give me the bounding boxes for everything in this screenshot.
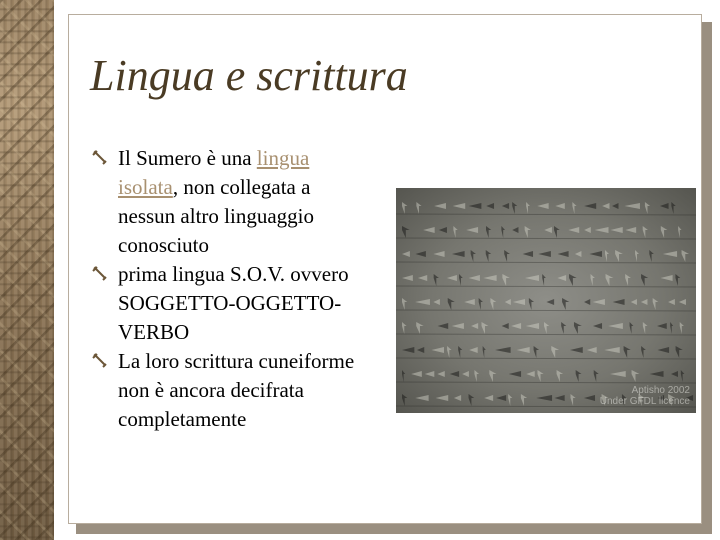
cuneiform-wedge (569, 274, 577, 286)
cuneiform-wedge (501, 226, 505, 238)
cuneiform-wedge (496, 395, 506, 401)
cuneiform-wedge (502, 274, 509, 286)
cuneiform-wedge (459, 274, 463, 286)
cuneiform-wedge (668, 299, 675, 305)
cuneiform-wedge (411, 371, 422, 377)
cuneiform-wedge (402, 298, 407, 310)
cuneiform-wedge (584, 227, 591, 233)
cuneiform-wedge (561, 322, 566, 334)
image-watermark (600, 385, 690, 407)
bullet-item (92, 144, 364, 260)
cuneiform-wedge (431, 347, 444, 353)
bullet-item (92, 347, 364, 434)
cuneiform-wedge (474, 370, 479, 382)
cuneiform-tablet-image (396, 188, 696, 413)
cuneiform-wedge (631, 299, 637, 305)
cuneiform-wedge (402, 275, 413, 281)
cuneiform-wedge (482, 322, 489, 334)
cuneiform-wedge (610, 371, 626, 377)
cuneiform-wedge (661, 226, 668, 238)
cuneiform-wedge (462, 371, 469, 377)
bullet-list (92, 144, 364, 434)
cuneiform-wedge (536, 395, 552, 401)
bullet-text-end: , non collegata a nessun altro linguaggio conosciuto (118, 175, 314, 257)
cuneiform-wedge (415, 395, 428, 401)
cuneiform-wedge (538, 251, 551, 257)
cuneiform-wedge (645, 202, 650, 214)
cuneiform-wedge (416, 202, 421, 214)
cuneiform-wedge (471, 323, 478, 329)
cuneiform-wedge (682, 250, 689, 262)
cuneiform-wedge (469, 347, 478, 353)
cuneiform-wedge (448, 298, 455, 310)
cuneiform-wedge (512, 202, 517, 214)
cuneiform-wedge (650, 371, 664, 377)
cuneiform-wedge (544, 227, 552, 233)
cuneiform-wedge (554, 226, 560, 238)
cuneiform-wedge (526, 323, 539, 329)
cuneiform-wedge (562, 298, 569, 310)
cuneiform-wedge (434, 203, 446, 209)
cuneiform-wedge (624, 203, 640, 209)
cuneiform-wedge (486, 226, 491, 238)
cuneiform-wedge (591, 274, 595, 286)
cuneiform-wedge (458, 346, 462, 358)
cuneiform-wedge (452, 251, 465, 257)
cuneiform-wedge (439, 227, 447, 233)
lingua-isolata-link[interactable]: lingua isolata (118, 146, 310, 199)
cuneiform-wedge (508, 394, 512, 406)
cuneiform-wedge (557, 370, 564, 382)
cuneiform-wedge (483, 346, 486, 358)
cuneiform-wedge (437, 371, 444, 377)
cuneiform-wedge (594, 370, 599, 382)
cuneiform-wedge (576, 370, 582, 382)
cuneiform-wedge (676, 346, 683, 358)
cuneiform-wedge (593, 323, 602, 329)
cuneiform-wedge (534, 346, 540, 358)
tablet-line (396, 358, 696, 359)
cuneiform-wedge (525, 226, 531, 238)
cuneiform-wedge (433, 299, 440, 305)
bullet-item (92, 260, 364, 347)
bullet-text: prima lingua S.O.V. ovvero SOGGETTO-OGGETTO-VERBO (118, 262, 349, 344)
cuneiform-wedge (546, 299, 554, 305)
cuneiform-wedge (679, 299, 686, 305)
cuneiform-wedge (572, 202, 576, 214)
cuneiform-wedge (513, 299, 525, 305)
cuneiform-wedge (502, 203, 509, 209)
cuneiform-wedge (453, 226, 457, 238)
cuneiform-wedge (570, 347, 583, 353)
cuneiform-wedge (512, 227, 518, 233)
cuneiform-wedge (571, 394, 576, 406)
cuneiform-wedge (635, 250, 639, 262)
cuneiform-wedge (526, 202, 530, 214)
cuneiform-wedge (595, 227, 609, 233)
tablet-line (396, 334, 696, 335)
cuneiform-wedge (587, 347, 597, 353)
cuneiform-wedge (537, 370, 543, 382)
cuneiform-wedge (447, 275, 457, 281)
cuneiform-wedge (663, 251, 677, 257)
cuneiform-wedge (454, 395, 461, 401)
cuneiform-wedge (641, 299, 648, 305)
watermark-line-1: Aptisho 2002 (631, 385, 690, 396)
cuneiform-wedge (657, 323, 667, 329)
cuneiform-wedge (523, 251, 533, 257)
cuneiform-wedge (438, 323, 449, 329)
cuneiform-wedge (511, 323, 521, 329)
watermark-line-2: Under GFDL licence (599, 396, 690, 407)
cuneiform-wedge (632, 370, 640, 382)
tablet-line (396, 310, 696, 311)
cuneiform-wedge (486, 203, 494, 209)
cuneiform-wedge (402, 202, 407, 214)
pickaxe-bullet-icon (92, 353, 108, 369)
cuneiform-wedge (604, 347, 619, 353)
bullet-text: La loro scrittura cuneiforme non è ancora decifrata completamente (118, 349, 355, 431)
cuneiform-wedge (554, 395, 564, 401)
cuneiform-wedge (453, 203, 466, 209)
cuneiform-wedge (605, 250, 609, 262)
cuneiform-wedge (537, 203, 548, 209)
cuneiform-wedge (525, 275, 539, 281)
cuneiform-wedge (584, 395, 595, 401)
cuneiform-wedge (681, 370, 685, 382)
cuneiform-wedge (452, 323, 464, 329)
cuneiform-wedge (436, 395, 449, 401)
cuneiform-wedge (671, 202, 675, 214)
tablet-line (396, 238, 696, 239)
cuneiform-wedge (469, 203, 482, 209)
cuneiform-wedge (589, 251, 602, 257)
cuneiform-wedge (649, 250, 654, 262)
cuneiform-wedge (574, 322, 582, 334)
cuneiform-wedge (544, 322, 549, 334)
cuneiform-wedge (593, 299, 605, 305)
pickaxe-bullet-icon (92, 150, 108, 166)
tablet-line (396, 382, 696, 383)
pickaxe-bullet-icon (92, 266, 108, 282)
cuneiform-wedge (484, 395, 493, 401)
cuneiform-wedge (517, 347, 530, 353)
cuneiform-wedge (489, 370, 496, 382)
cuneiform-wedge (641, 346, 646, 358)
cuneiform-wedge (402, 347, 414, 353)
cuneiform-wedge (657, 347, 669, 353)
cuneiform-wedge (402, 251, 410, 257)
cuneiform-wedge (612, 203, 618, 209)
cuneiform-wedge (660, 203, 669, 209)
cuneiform-wedge (680, 322, 684, 334)
cuneiform-wedge (557, 275, 566, 281)
cuneiform-wedge (575, 251, 582, 257)
cuneiform-wedge (402, 370, 405, 382)
cuneiform-wedge (584, 203, 596, 209)
cuneiform-wedge (509, 371, 521, 377)
cuneiform-wedge (625, 274, 631, 286)
cuneiform-wedge (529, 298, 534, 310)
cuneiform-wedge (495, 347, 510, 353)
cuneiform-wedge (615, 250, 623, 262)
cuneiform-wedge (504, 250, 510, 262)
cuneiform-wedge (641, 274, 648, 286)
cuneiform-wedge (602, 203, 609, 209)
cuneiform-wedge (502, 323, 509, 329)
cuneiform-wedge (490, 298, 496, 310)
cuneiform-wedge (416, 322, 423, 334)
cuneiform-wedge (486, 250, 491, 262)
tablet-line (396, 214, 696, 215)
cuneiform-wedge (483, 275, 496, 281)
cuneiform-marks (396, 188, 696, 413)
cuneiform-wedge (402, 322, 407, 334)
cuneiform-wedge (479, 298, 483, 310)
tablet-line (396, 262, 696, 263)
cuneiform-wedge (526, 371, 534, 377)
cuneiform-wedge (675, 274, 680, 286)
cuneiform-wedge (542, 274, 546, 286)
cuneiform-wedge (625, 227, 636, 233)
cuneiform-wedge (415, 251, 425, 257)
cuneiform-wedge (643, 322, 648, 334)
cuneiform-wedge (558, 251, 569, 257)
cuneiform-wedge (450, 371, 459, 377)
cuneiform-wedge (471, 250, 476, 262)
cuneiform-wedge (613, 299, 625, 305)
cuneiform-wedge (630, 322, 634, 334)
tablet-line (396, 286, 696, 287)
cuneiform-wedge (608, 323, 623, 329)
cuneiform-wedge (551, 346, 559, 358)
cuneiform-wedge (653, 298, 659, 310)
cuneiform-wedge (464, 299, 475, 305)
cuneiform-wedge (469, 275, 480, 281)
stone-texture-border (0, 0, 54, 540)
cuneiform-wedge (568, 227, 579, 233)
cuneiform-wedge (505, 299, 511, 305)
cuneiform-wedge (610, 227, 622, 233)
cuneiform-wedge (643, 226, 648, 238)
cuneiform-wedge (415, 299, 430, 305)
cuneiform-wedge (417, 347, 424, 353)
cuneiform-wedge (423, 227, 435, 233)
cuneiform-wedge (521, 394, 527, 406)
cuneiform-wedge (671, 371, 678, 377)
cuneiform-wedge (469, 394, 475, 406)
cuneiform-wedge (433, 251, 444, 257)
cuneiform-wedge (624, 346, 631, 358)
cuneiform-wedge (418, 275, 427, 281)
cuneiform-wedge (555, 203, 565, 209)
cuneiform-wedge (466, 227, 478, 233)
cuneiform-wedge (678, 226, 681, 238)
cuneiform-wedge (660, 275, 672, 281)
cuneiform-wedge (606, 274, 614, 286)
cuneiform-wedge (402, 394, 407, 406)
cuneiform-wedge (584, 299, 590, 305)
cuneiform-wedge (402, 226, 410, 238)
cuneiform-wedge (434, 274, 439, 286)
cuneiform-wedge (425, 371, 435, 377)
slide-title: Lingua e scrittura (90, 51, 408, 100)
cuneiform-wedge (670, 322, 673, 334)
cuneiform-wedge (447, 346, 451, 358)
bullet-text-start: Il Sumero è una (118, 146, 257, 170)
